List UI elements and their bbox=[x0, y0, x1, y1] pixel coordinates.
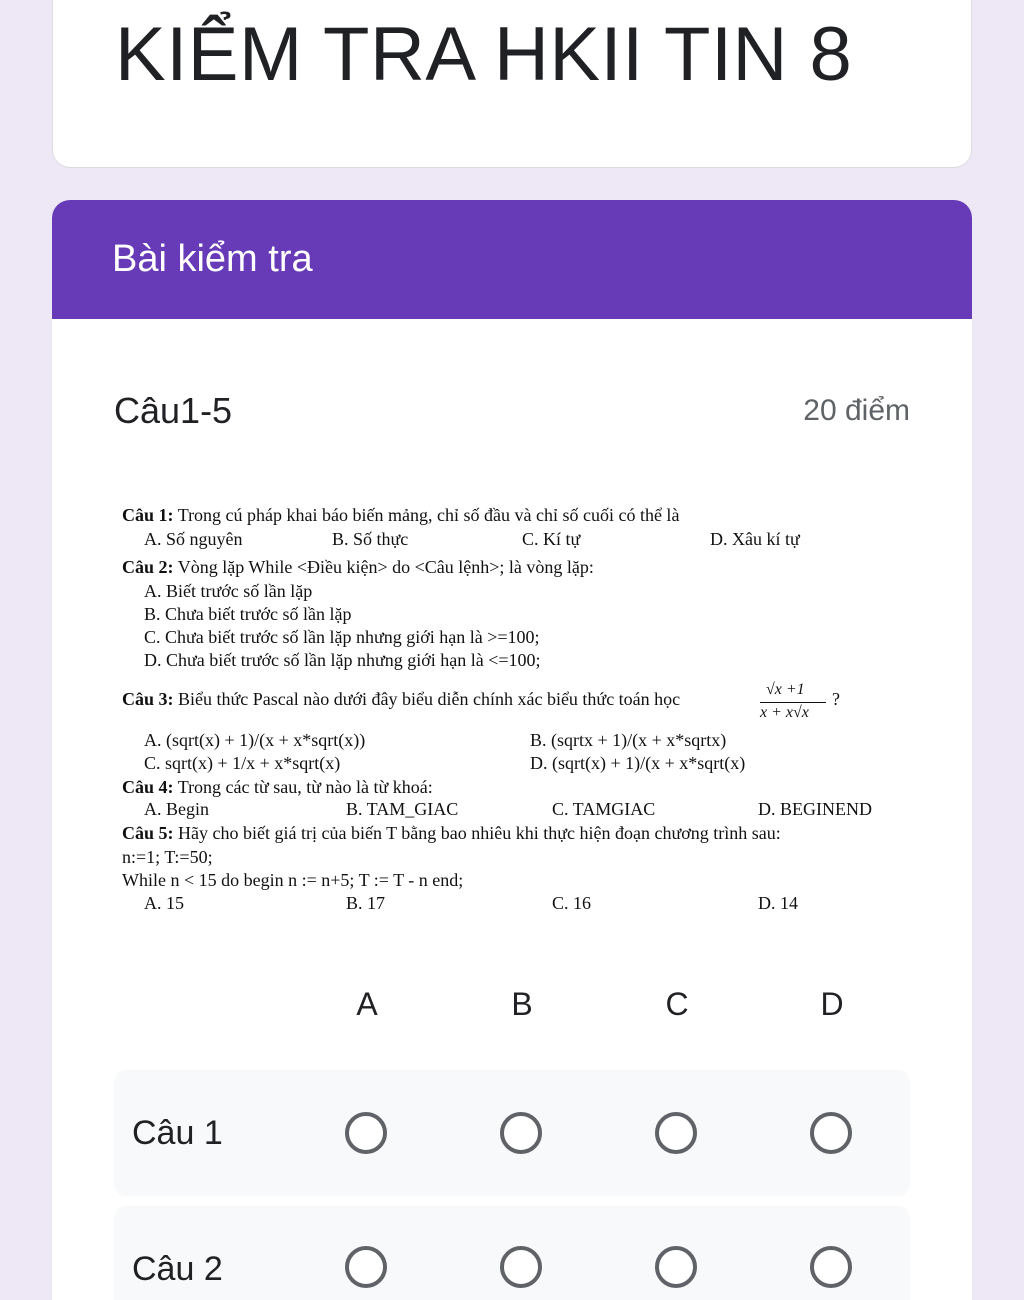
exam-q5-option-b: B. 17 bbox=[346, 893, 386, 913]
exam-q2-option-d: D. Chưa biết trước số lần lặp nhưng giới hạn là <=100; bbox=[144, 650, 541, 670]
exam-q3-option-c: C. sqrt(x) + 1/x + x*sqrt(x) bbox=[144, 753, 341, 773]
exam-q2-label: Câu 2: bbox=[122, 557, 174, 577]
exam-q1 bbox=[122, 505, 679, 526]
question-points: 20 điểm bbox=[803, 394, 910, 427]
grid-column-a: A bbox=[356, 986, 378, 1022]
exam-q1-label: Câu 1: bbox=[122, 505, 174, 525]
exam-q3-label: Câu 3: bbox=[122, 689, 174, 709]
exam-q4-label: Câu 4: bbox=[122, 777, 174, 797]
radio-cau-2-a[interactable] bbox=[345, 1246, 387, 1288]
exam-q5-option-d: D. 14 bbox=[758, 893, 798, 913]
exam-q3-option-d: D. (sqrt(x) + 1)/(x + x*sqrt(x) bbox=[530, 753, 746, 773]
exam-q1-text: Trong cú pháp khai báo biến mảng, chỉ số đầu và chỉ số cuối có thể là bbox=[177, 505, 680, 525]
exam-q1-option-d: D. Xâu kí tự bbox=[710, 529, 800, 549]
exam-q2 bbox=[122, 557, 594, 578]
section-title: Bài kiểm tra bbox=[112, 238, 313, 280]
exam-q2-option-a: A. Biết trước số lần lặp bbox=[144, 581, 313, 601]
radio-cau-2-b[interactable] bbox=[500, 1246, 542, 1288]
radio-cau-1-a[interactable] bbox=[345, 1112, 387, 1154]
question-title: Câu1-5 bbox=[114, 390, 233, 431]
form-title: KIỂM TRA HKII TIN 8 bbox=[115, 12, 853, 97]
exam-q3-question-mark: ? bbox=[832, 689, 840, 709]
exam-q2-text: Vòng lặp While <Điều kiện> do <Câu lệnh>; là vòng lặp: bbox=[177, 557, 594, 577]
exam-q2-option-b: B. Chưa biết trước số lần lặp bbox=[144, 604, 352, 624]
exam-q1-option-c: C. Kí tự bbox=[522, 529, 581, 549]
grid-column-c: C bbox=[665, 986, 689, 1022]
grid-row-label: Câu 1 bbox=[132, 1114, 223, 1152]
exam-q4 bbox=[122, 777, 433, 798]
exam-q4-text: Trong các từ sau, từ nào là từ khoá: bbox=[177, 777, 433, 797]
section-header bbox=[52, 200, 972, 319]
exam-q4-option-a: A. Begin bbox=[144, 799, 209, 819]
exam-q1-option-b: B. Số thực bbox=[332, 529, 409, 549]
exam-q5 bbox=[122, 823, 781, 844]
radio-cau-1-b[interactable] bbox=[500, 1112, 542, 1154]
fraction-bar bbox=[760, 702, 826, 703]
radio-cau-1-d[interactable] bbox=[810, 1112, 852, 1154]
exam-q4-option-b: B. TAM_GIAC bbox=[346, 799, 459, 819]
form-title-card bbox=[52, 0, 972, 168]
radio-cau-2-d[interactable] bbox=[810, 1246, 852, 1288]
exam-q3-option-a: A. (sqrt(x) + 1)/(x + x*sqrt(x)) bbox=[144, 730, 366, 750]
section-card bbox=[52, 200, 972, 1300]
grid-row-cau-2 bbox=[114, 1206, 910, 1300]
radio-cau-1-c[interactable] bbox=[655, 1112, 697, 1154]
exam-q5-option-a: A. 15 bbox=[144, 893, 184, 913]
exam-q3-formula-numerator: √x +1 bbox=[766, 681, 805, 698]
exam-q5-code-line-2: While n < 15 do begin n := n+5; T := T - n end; bbox=[122, 870, 464, 890]
exam-q1-option-a: A. Số nguyên bbox=[144, 529, 243, 549]
grid-row-label: Câu 2 bbox=[132, 1250, 223, 1288]
exam-q3-formula-denominator: x + x√x bbox=[760, 704, 809, 721]
grid-column-d: D bbox=[820, 986, 844, 1022]
exam-q5-code-line-1: n:=1; T:=50; bbox=[122, 847, 213, 867]
grid-row-cau-1 bbox=[114, 1070, 910, 1196]
exam-q3-formula bbox=[760, 681, 830, 731]
exam-q3 bbox=[122, 689, 680, 710]
radio-cau-2-c[interactable] bbox=[655, 1246, 697, 1288]
exam-q5-text: Hãy cho biết giá trị của biến T bằng bao nhiêu khi thực hiện đoạn chương trình sau: bbox=[178, 823, 781, 843]
question-image bbox=[122, 505, 902, 925]
grid-column-b: B bbox=[511, 986, 533, 1022]
exam-q3-option-b: B. (sqrtx + 1)/(x + x*sqrtx) bbox=[530, 730, 727, 750]
exam-q2-option-c: C. Chưa biết trước số lần lặp nhưng giới hạn là >=100; bbox=[144, 627, 540, 647]
exam-q5-label: Câu 5: bbox=[122, 823, 174, 843]
exam-q4-option-c: C. TAMGIAC bbox=[552, 799, 656, 819]
exam-q3-text: Biểu thức Pascal nào dưới đây biểu diễn chính xác biểu thức toán học bbox=[178, 689, 681, 709]
exam-q4-option-d: D. BEGINEND bbox=[758, 799, 872, 819]
exam-q5-option-c: C. 16 bbox=[552, 893, 592, 913]
